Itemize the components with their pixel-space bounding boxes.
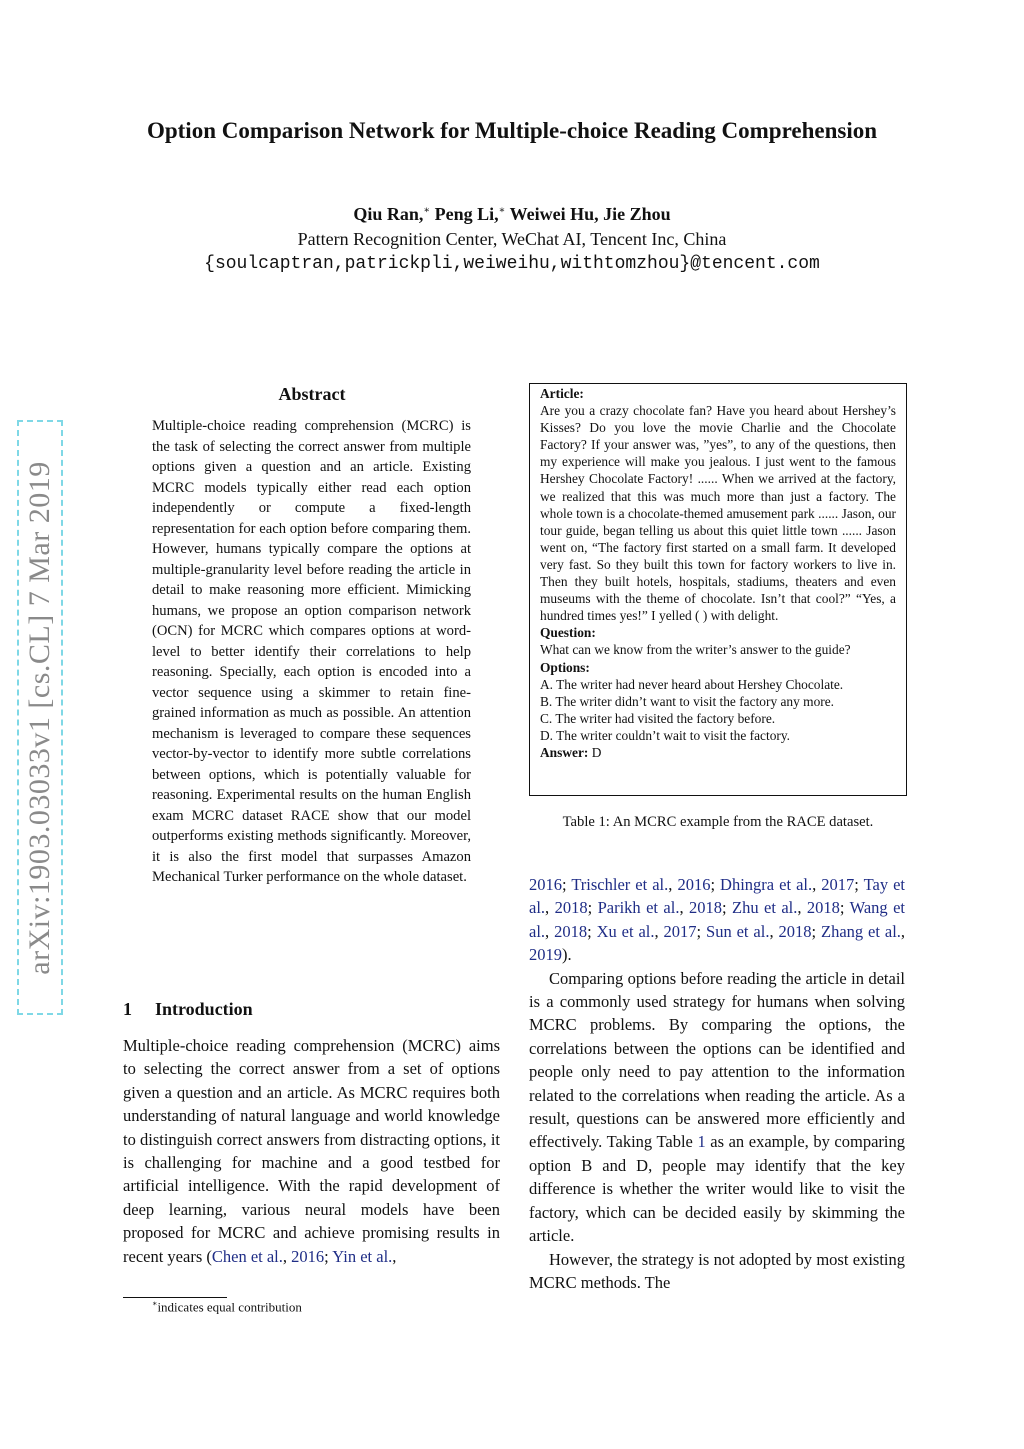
citation-sep: ; <box>324 1246 333 1266</box>
citation-link[interactable]: Dhingra et al. <box>720 875 813 894</box>
citation-link[interactable]: Zhang et al. <box>821 921 901 941</box>
citation-sep: , <box>545 898 555 918</box>
author-3: Weiwei Hu, Jie Zhou <box>509 204 671 224</box>
citation-sep: ). <box>562 945 572 965</box>
citation-link[interactable]: Trischler et al. <box>571 875 669 894</box>
citation-link[interactable]: 2018 <box>554 898 588 918</box>
equal-contrib-mark: ∗ <box>423 205 431 216</box>
citation-link[interactable]: Xu et al. <box>596 921 655 941</box>
footnote <box>152 1299 302 1315</box>
affiliation: Pattern Recognition Center, WeChat AI, Tencent Inc, China <box>297 229 727 249</box>
author-list <box>0 204 1024 225</box>
section-number: 1 <box>123 999 132 1019</box>
abstract-heading: Abstract <box>278 384 346 404</box>
citation-link[interactable]: 2016 <box>677 875 711 894</box>
citation-sep: , <box>900 921 906 941</box>
citation-sep: ; <box>587 921 597 941</box>
author-2: Peng Li, <box>434 204 499 224</box>
citation-link[interactable]: Tay et al. <box>529 875 906 918</box>
citation-sep: ; <box>839 898 850 918</box>
citation-sep: , <box>769 921 779 941</box>
citation-link[interactable]: 2017 <box>663 921 697 941</box>
citation-sep: ; <box>696 921 707 941</box>
intro-column-2 <box>529 873 905 1294</box>
citation-link[interactable]: 2016 <box>529 875 562 894</box>
answer-label: Answer: <box>540 744 589 760</box>
option-c: C. The writer had visited the factory before. <box>540 710 776 726</box>
citation-sep: ; <box>710 875 721 894</box>
answer-line <box>540 744 896 761</box>
author-emails[interactable]: {soulcaptran,patrickpli,weiweihu,withtomzhou}@tencent.com <box>204 254 820 274</box>
citation-sep: , <box>679 898 689 918</box>
arxiv-stamp-text: arXiv:1903.03033v1 [cs.CL] 7 Mar 2019 <box>23 460 56 975</box>
intro-p2-text: Comparing options before reading the article in detail is a commonly used strategy for humans when solving MCRC problems. By comparing the options, the correlations between the options can be identified and people only need to pay attention to the information related to the correlations when reading the article. As a result, questions can be answered more efficiently and effectively. Taking Table <box>529 968 905 1152</box>
footnote-rule <box>123 1297 227 1298</box>
question-label: Question: <box>540 625 596 641</box>
citation-sep: , <box>545 921 555 941</box>
intro-p1-text: Multiple-choice reading comprehension (MCRC) aims to selecting the correct answer from a set of options given a question and an article. As MCRC requires both understanding of natural language and world knowledge to distinguish correct answers from distracting options, it is challenging for machine and a good testbed for artificial intelligence. With the rapid development of deep learning, various neural models have been proposed for MCRC and achieve promising results in recent years ( <box>123 1036 500 1266</box>
equal-contrib-mark: ∗ <box>498 205 506 216</box>
citation-sep: , <box>797 898 807 918</box>
citation-link[interactable]: 2016 <box>291 1246 325 1266</box>
citation-link[interactable]: 2018 <box>806 898 840 918</box>
answer-value: D <box>591 744 602 760</box>
citation-sep: ; <box>722 898 732 918</box>
citation-link[interactable]: Zhu et al. <box>732 898 798 918</box>
option-b: B. The writer didn’t want to visit the factory any more. <box>540 693 835 709</box>
abstract-text: Multiple-choice reading comprehension (MCRC) is the task of selecting the correct answer from multiple options given a question and an article. Existing MCRC models typically either read each option independently or compute a fixed-length representation for each option before comparing them. However, humans typically compare the options at multiple-granularity level before reading the article in detail to make reasoning more efficient. Mimicking humans, we propose an option comparison network (OCN) for MCRC which compares options at word-level to better identify their correlations to help reasoning. Specially, each option is encoded into a vector sequence using a skimmer to retain fine-grained information as much as possible. An attention mechanism is leveraged to compare these sequences vector-by-vector to identify more subtle correlations between options, which is potentially valuable for reasoning. Experimental results on the human English exam MCRC dataset RACE show that our model outperforms existing methods significantly. Moreover, it is also the first model that surpasses Amazon Mechanical Turker performance on the whole dataset. <box>152 418 471 885</box>
citation-sep: , <box>812 875 822 894</box>
intro-paragraph-3: However, the strategy is not adopted by most existing MCRC methods. The <box>529 1249 905 1292</box>
article-label: Article: <box>540 386 584 401</box>
citation-sep: , <box>654 921 664 941</box>
intro-paragraph-1 <box>123 1034 500 1268</box>
citation-link[interactable]: Yin et al. <box>332 1246 393 1266</box>
citation-link[interactable]: 2018 <box>554 921 588 941</box>
citation-link[interactable]: 2019 <box>529 945 562 965</box>
citation-sep: ; <box>854 875 864 894</box>
option-a: A. The writer had never heard about Hershey Chocolate. <box>540 676 844 692</box>
arxiv-stamp[interactable] <box>17 420 63 1015</box>
question-text: What can we know from the writer’s answer to the guide? <box>540 642 851 658</box>
citation-link[interactable]: 2018 <box>689 898 722 918</box>
citation-link[interactable]: 2017 <box>821 875 855 894</box>
citation-list <box>529 873 905 967</box>
citation-link[interactable]: Wang et al. <box>529 898 906 941</box>
citation-link[interactable]: Sun et al. <box>706 921 770 941</box>
author-1: Qiu Ran, <box>353 204 424 224</box>
citation-link[interactable]: 2018 <box>778 921 812 941</box>
citation-link[interactable]: Chen et al. <box>211 1246 283 1266</box>
paper-title: Option Comparison Network for Multiple-choice Reading Comprehension <box>146 118 878 143</box>
citation-sep: , <box>392 1246 397 1266</box>
table-1-caption: Table 1: An MCRC example from the RACE dataset. <box>562 814 874 830</box>
table-1-example <box>529 383 907 796</box>
intro-p2-text-cont: as an example, by comparing option B and D, people may identify that the key difference is whether the writer would like to visit the factory, which can be decided easily by skimming the article. <box>529 1132 905 1246</box>
citation-sep: , <box>668 875 678 894</box>
citation-sep: ; <box>562 875 572 894</box>
article-text: Are you a crazy chocolate fan? Have you heard about Hershey’s Kisses? Do you love the movie Charlie and the Chocolate Factory? If your answer was, ”yes”, to any of the questions, then my experience will make you jealous. I just went to the famous Hershey Chocolate Factory! ...... When we arrived at the factory, we realized that this was much more than just a factory. The whole town is a chocolate-themed amusement park ...... Jason, our tour guide, began telling us about this quiet little town ...... Jason went on, “The factory first started on a small farm. It developed very fast. So they built this town for factory workers to live in. Then they built hotels, hospitals, stadiums, theaters and even museums with the theme of chocolate. Isn’t that cool?” “Yes, a hundred times yes!” I yelled ( ) with delight. <box>540 403 896 624</box>
citation-sep: ; <box>811 921 821 941</box>
citation-sep: ; <box>587 898 598 918</box>
option-d: D. The writer couldn’t wait to visit the factory. <box>540 727 791 743</box>
footnote-mark: ∗ <box>152 1299 158 1308</box>
intro-paragraph-2 <box>529 967 905 1248</box>
citation-sep: , <box>282 1246 292 1266</box>
table-ref-link[interactable]: 1 <box>697 1132 706 1152</box>
footnote-text: indicates equal contribution <box>157 1299 302 1315</box>
citation-link[interactable]: Parikh et al. <box>597 898 680 918</box>
options-label: Options: <box>540 659 590 675</box>
section-title: Introduction <box>155 999 253 1019</box>
section-heading-introduction <box>123 999 253 1020</box>
